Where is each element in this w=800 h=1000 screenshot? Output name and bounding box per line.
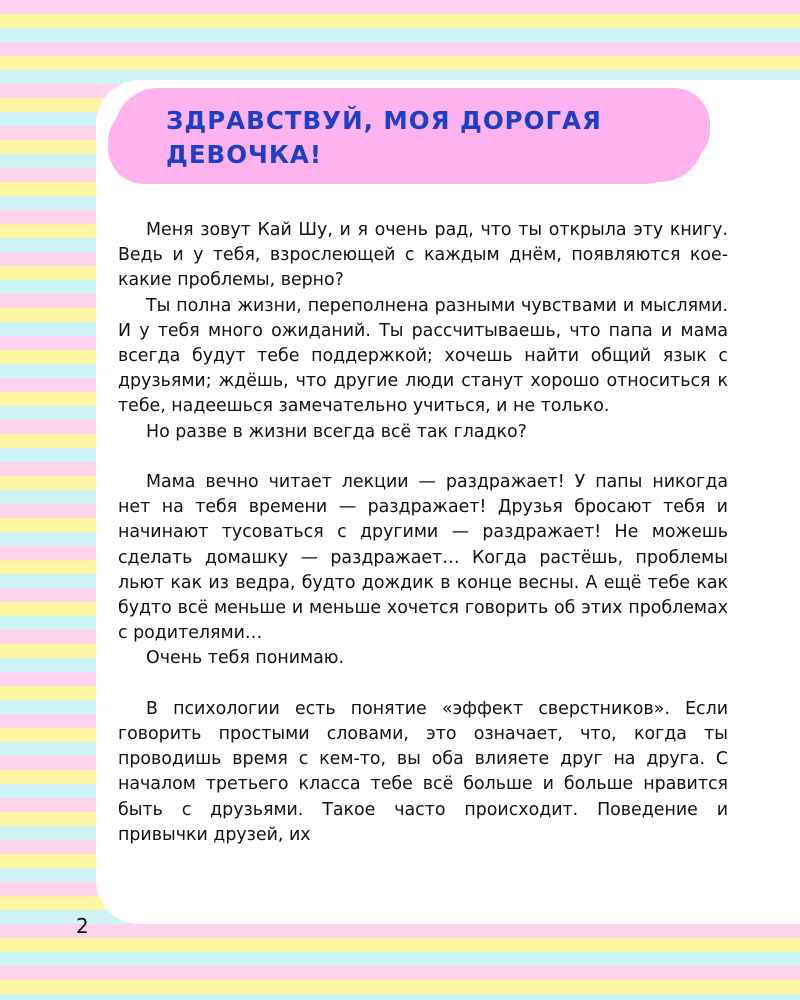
paragraph: Ты полна жизни, переполнена разными чувствами и мыслями. И у тебя много ожиданий. Ты рассчитываешь, что папа и мама всегда будут тебе поддержкой; хочешь найти общий язык с друзьями; ждёшь, что другие люди станут хорошо относиться к тебе, надеешься замечательно учиться, и не только. xyxy=(118,295,728,417)
paragraph: Но разве в жизни всегда всё так гладко? xyxy=(146,421,527,442)
paragraph: Меня зовут Кай Шу, и я очень рад, что ты открыла эту книгу. Ведь и у тебя, взрослеющей с каждым днём, появляются кое-какие проблемы, верно? xyxy=(118,220,728,291)
paragraph: Очень тебя понимаю. xyxy=(146,648,344,669)
body-text xyxy=(118,218,728,848)
page-number: 2 xyxy=(76,914,89,938)
paragraph: Мама вечно читает лекции — раздражает! У папы никогда нет на тебя времени — раздражает! Друзья бросают тебя и начинают тусоваться с другими — раздражает! Не можешь сделать домашку — раздражает… Когда растёшь, проблемы льют как из ведра, будто дождик в конце весны. А ещё тебе как будто всё меньше и меньше хочется говорить об этих проблемах с родителями… xyxy=(118,472,728,644)
page-title: ЗДРАВСТВУЙ, МОЯ ДОРОГАЯ ДЕВОЧКА! xyxy=(166,106,602,169)
paragraph: В психологии есть понятие «эффект сверстников». Если говорить простыми словами, это означает, что, когда ты проводишь время с кем-то, вы оба влияете друг на друга. С началом третьего класса тебе всё больше и больше нравится быть с друзьями. Такое часто происходит. Поведение и привычки друзей, их xyxy=(118,698,728,845)
